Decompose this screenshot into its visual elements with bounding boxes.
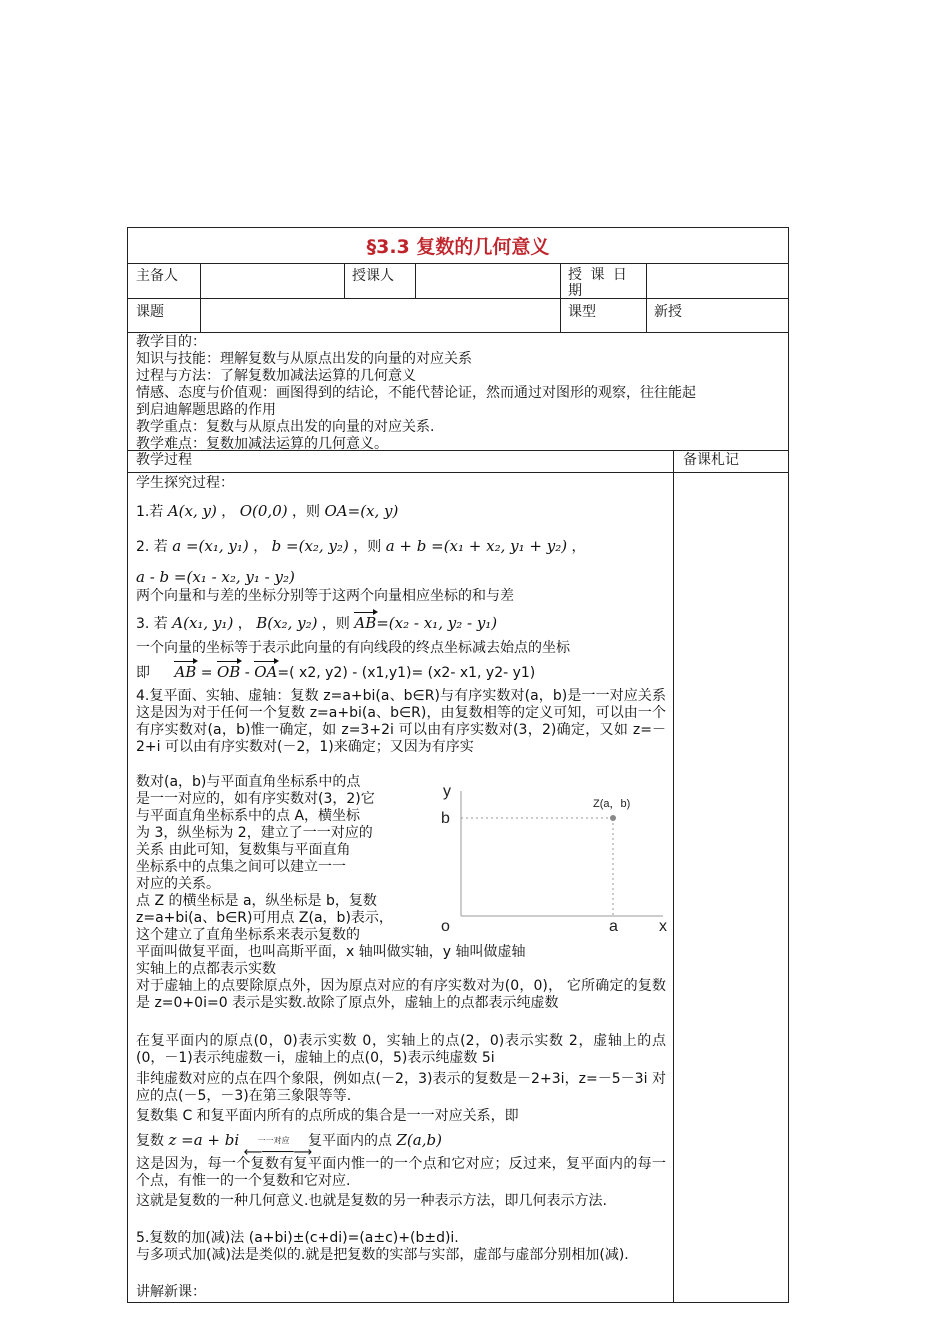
topic-label: 课题 bbox=[136, 304, 164, 320]
formula-line-3: a - b =(x₁ - x₂, y₁ - y₂) bbox=[136, 568, 295, 586]
paragraph-polynomial: 与多项式加(减)法是类似的.就是把复数的实部与实部，虚部与虚部分别相加(减). bbox=[136, 1247, 629, 1263]
formula-line-5: 即 AB = OB - OA=( x2, y2) - (x1,y1)= (x2- x1, y2- y1) bbox=[136, 663, 536, 681]
page-title: §3.3 复数的几何意义 bbox=[366, 236, 550, 258]
body-line: 平面叫做复平面，也叫高斯平面，x 轴叫做实轴，y 轴叫做虚轴 bbox=[136, 944, 526, 960]
body-line: 一个向量的坐标等于表示此向量的有向线段的终点坐标减去始点的坐标 bbox=[136, 640, 570, 656]
objective-line: 过程与方法：了解复数加减法运算的几何意义 bbox=[136, 368, 416, 384]
paragraph-imag: 对于虚轴上的点要除原点外，因为原点对应的有序实数对为(0，0)， 它所确定的复数是 z=0+0i=0 表示是实数.故除了原点外，虚轴上的点都表示纯虚数 bbox=[136, 978, 666, 1011]
b-label: b bbox=[441, 810, 450, 827]
body-line: 实轴上的点都表示实数 bbox=[136, 961, 276, 977]
wrap-line: z=a+bi(a、b∈R)可用点 Z(a，b)表示， bbox=[136, 910, 393, 926]
row-divider bbox=[128, 263, 788, 264]
complex-plane-diagram bbox=[433, 781, 673, 941]
double-arrow-icon: ⟵────⟶ bbox=[243, 1145, 313, 1160]
row-divider bbox=[128, 332, 788, 333]
col-divider bbox=[560, 263, 561, 332]
objective-line: 教学目的： bbox=[136, 334, 206, 350]
body-line: 讲解新课： bbox=[136, 1284, 206, 1300]
wrap-line: 为 3，纵坐标为 2，建立了一一对应的 bbox=[136, 825, 373, 841]
lecturer-label: 授课人 bbox=[352, 268, 394, 284]
body-line: 学生探究过程： bbox=[136, 475, 234, 491]
body-line: 两个向量和与差的坐标分别等于这两个向量相应坐标的和与差 bbox=[136, 588, 514, 604]
arrow-label: 一一对应 bbox=[257, 1136, 290, 1145]
paragraph-origin: 在复平面内的原点(0，0)表示实数 0，实轴上的点(2，0)表示实数 2，虚轴上的点(0，－1)表示纯虚数－i，虚轴上的点(0，5)表示纯虚数 5i bbox=[136, 1033, 666, 1066]
col-divider bbox=[673, 450, 674, 1302]
date-label: 授 课 日 bbox=[568, 267, 629, 283]
date-label-2: 期 bbox=[568, 283, 582, 299]
process-label: 教学过程 bbox=[136, 452, 192, 468]
point-z-label: Z(a，b) bbox=[593, 798, 631, 810]
wrap-line: 对应的关系。 bbox=[136, 876, 220, 892]
origin-label: o bbox=[441, 918, 450, 935]
wrap-line: 关系 由此可知，复数集与平面直角 bbox=[136, 842, 351, 858]
paragraph-4: 4.复平面、实轴、虚轴：复数 z=a+bi(a、b∈R)与有序实数对(a，b)是一一对应关系这是因为对于任何一个复数 z=a+bi(a、b∈R)，由复数相等的定义可知，可以由一个有序实数对(a，b)惟一确定，如 z=3+2i 可以由有序实数对(3，2)确定，又如 z=－2+i 可以由有序实数对(－2，1)来确定；又因为有序实 bbox=[136, 688, 666, 755]
notes-label: 备课札记 bbox=[683, 452, 739, 468]
formula-line-4: 3. 若 A(x₁, y₁) ， B(x₂, y₂) ，则 AB=(x₂ - x₁, y₂ - y₁) bbox=[136, 614, 498, 632]
type-value: 新授 bbox=[654, 304, 682, 320]
objective-line: 教学难点：复数加减法运算的几何意义。 bbox=[136, 436, 388, 452]
body-line: 5.复数的加(减)法 (a+bi)±(c+di)=(a±c)+(b±d)i. bbox=[136, 1230, 459, 1246]
wrap-line: 与平面直角坐标系中的点 A，横坐标 bbox=[136, 808, 361, 824]
formula-line-2: 2. 若 a =(x₁, y₁) ， b =(x₂, y₂) ，则 a + b =(x₁ + x₂, y₁ + y₂) ， bbox=[136, 537, 586, 555]
col-divider bbox=[415, 263, 416, 298]
y-axis-label: y bbox=[443, 783, 451, 800]
wrap-line: 数对(a，b)与平面直角坐标系中的点 bbox=[136, 774, 361, 790]
body-line: 复数集 C 和复平面内所有的点所成的集合是一一对应关系，即 bbox=[136, 1108, 519, 1124]
paragraph-quadrant: 非纯虚数对应的点在四个象限，例如点(－2，3)表示的复数是－2+3i，z=－5－3i 对应的点(－5，－3)在第三象限等等. bbox=[136, 1071, 666, 1104]
paragraph-because: 这是因为，每一个复数有复平面内惟一的一个点和它对应；反过来，复平面内的每一个点，有惟一的一个复数和它对应. bbox=[136, 1156, 666, 1189]
type-label: 课型 bbox=[568, 304, 596, 320]
row-divider bbox=[128, 472, 788, 473]
objective-line: 情感、态度与价值观：画图得到的结论，不能代替论证，然而通过对图形的观察，往往能起 bbox=[136, 385, 696, 401]
col-divider bbox=[200, 263, 201, 332]
objective-line: 知识与技能：理解复数与从原点出发的向量的对应关系 bbox=[136, 351, 472, 367]
wrap-line: 是一一对应的，如有序实数对(3，2)它 bbox=[136, 791, 375, 807]
col-divider bbox=[646, 263, 647, 332]
a-label: a bbox=[609, 918, 618, 935]
paragraph-meaning: 这就是复数的一种几何意义.也就是复数的另一种表示方法，即几何表示方法. bbox=[136, 1193, 607, 1209]
x-axis-label: x bbox=[659, 918, 667, 935]
objectives-block bbox=[136, 334, 696, 453]
formula-line-1: 1.若 A(x, y) ， O(0,0) ，则 OA=(x, y) bbox=[136, 502, 399, 520]
lesson-plan-table bbox=[127, 227, 789, 1303]
objective-line: 到启迪解题思路的作用 bbox=[136, 402, 276, 418]
wrap-line: 坐标系中的点集之间可以建立一一 bbox=[136, 859, 346, 875]
wrap-line: 这个建立了直角坐标系来表示复数的 bbox=[136, 927, 360, 943]
point-z bbox=[610, 815, 616, 821]
wrap-line: 点 Z 的横坐标是 a，纵坐标是 b，复数 bbox=[136, 893, 377, 909]
correspondence-line: 复数 z =a + bi 一一对应 ⟵────⟶ 复平面内的点 Z(a,b) bbox=[136, 1131, 442, 1160]
row-divider bbox=[128, 298, 788, 299]
preparer-label: 主备人 bbox=[136, 268, 178, 284]
col-divider bbox=[344, 263, 345, 298]
objective-line: 教学重点：复数与从原点出发的向量的对应关系. bbox=[136, 419, 435, 435]
